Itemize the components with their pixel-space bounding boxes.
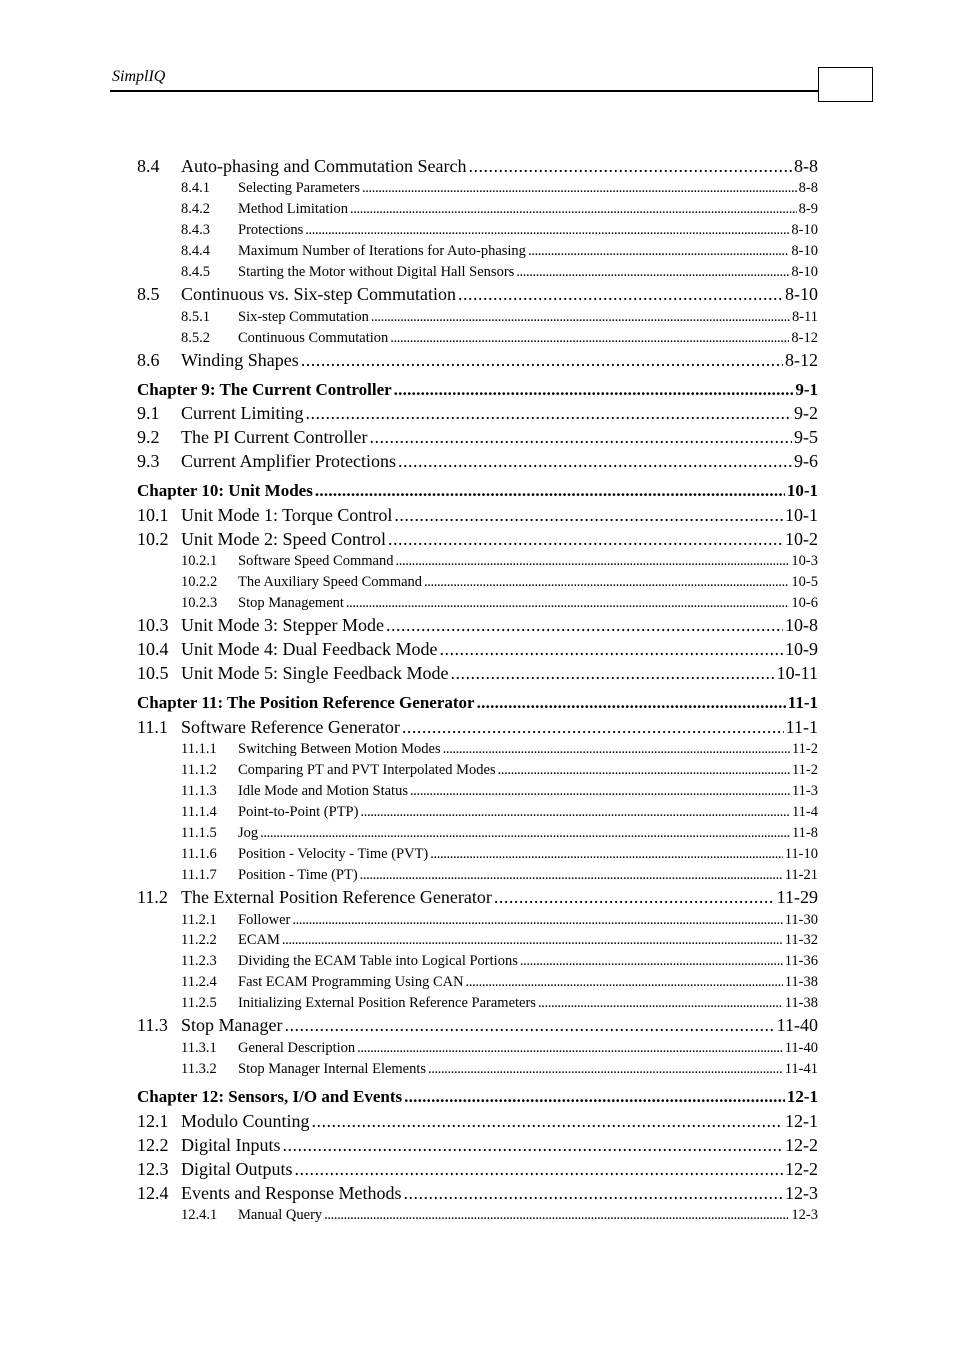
- toc-entry-page: 8-8: [798, 180, 818, 196]
- toc-dot-leader: [283, 1135, 784, 1156]
- toc-entry-page: 11-1: [787, 693, 818, 712]
- toc-entry-number: 10.2.1: [181, 553, 218, 569]
- toc-entry-title: Stop Management: [238, 595, 344, 611]
- toc-entry-page: 10-11: [776, 663, 818, 683]
- toc-dot-leader: [430, 846, 782, 863]
- toc-entry-sub[interactable]: [137, 222, 818, 239]
- toc-dot-leader: [450, 663, 774, 684]
- toc-entry-sub[interactable]: [137, 1061, 818, 1078]
- toc-dot-leader: [312, 1111, 783, 1132]
- toc-entry-sub[interactable]: [137, 330, 818, 347]
- toc-dot-leader: [428, 1061, 783, 1078]
- toc-entry-number: 11.1.5: [181, 825, 217, 841]
- toc-entry-title: The External Position Reference Generator: [181, 887, 492, 907]
- toc-entry-title: Auto-phasing and Commutation Search: [181, 156, 467, 176]
- toc-entry-number: 8.4.4: [181, 243, 210, 259]
- toc-dot-leader: [388, 529, 783, 550]
- toc-dot-leader: [477, 693, 786, 713]
- toc-entry-title: Dividing the ECAM Table into Logical Portions: [238, 953, 518, 969]
- toc-entry-section[interactable]: [137, 887, 818, 908]
- page-number-box: [818, 67, 873, 102]
- toc-dot-leader: [357, 1040, 783, 1057]
- toc-entry-title: Stop Manager Internal Elements: [238, 1061, 427, 1077]
- toc-entry-number: 10.3: [137, 615, 169, 635]
- toc-dot-leader: [390, 330, 789, 347]
- toc-entry-number: 11.3.2: [181, 1061, 217, 1077]
- toc-entry-number: 8.4.3: [181, 222, 210, 238]
- toc-entry-sub[interactable]: [137, 553, 818, 570]
- toc-entry-page: 11-38: [784, 995, 818, 1011]
- toc-entry-page: 12-1: [785, 1111, 818, 1131]
- toc-entry-page: 10-1: [785, 505, 818, 525]
- toc-entry-number: 11.1.7: [181, 867, 217, 883]
- toc-entry-title: Comparing PT and PVT Interpolated Modes: [238, 762, 496, 778]
- toc-entry-section[interactable]: [137, 451, 818, 472]
- toc-entry-number: 10.5: [137, 663, 169, 683]
- toc-entry-section[interactable]: [137, 1015, 818, 1036]
- toc-entry-title: Stop Manager: [181, 1015, 283, 1035]
- toc-entry-title: Unit Mode 1: Torque Control: [181, 505, 393, 525]
- toc-entry-sub[interactable]: [137, 804, 818, 821]
- toc-dot-leader: [538, 995, 783, 1012]
- toc-entry-title: Chapter 10: Unit Modes: [137, 481, 313, 500]
- toc-entry-page: 11-3: [791, 783, 818, 799]
- toc-entry-page: 10-9: [785, 639, 818, 659]
- toc-entry-page: 10-2: [785, 529, 818, 549]
- toc-entry-number: 11.1: [137, 717, 168, 737]
- toc-entry-page: 10-1: [786, 481, 818, 500]
- toc-entry-title: The PI Current Controller: [181, 427, 368, 447]
- toc-entry-sub[interactable]: [137, 741, 818, 758]
- toc-entry-section[interactable]: [137, 403, 818, 424]
- toc-entry-title: Jog: [238, 825, 259, 841]
- toc-entry-title: Digital Inputs: [181, 1135, 281, 1155]
- toc-entry-title: ECAM: [238, 932, 280, 948]
- toc-entry-number: 11.2.5: [181, 995, 217, 1011]
- toc-entry-title: Switching Between Motion Modes: [238, 741, 441, 757]
- toc-entry-page: 8-10: [791, 243, 818, 259]
- toc-entry-section[interactable]: [137, 1111, 818, 1132]
- toc-entry-title: Unit Mode 4: Dual Feedback Mode: [181, 639, 438, 659]
- toc-entry-title: Software Reference Generator: [181, 717, 400, 737]
- toc-entry-section[interactable]: [137, 350, 818, 371]
- toc-dot-leader: [284, 1015, 774, 1036]
- toc-entry-title: Unit Mode 3: Stepper Mode: [181, 615, 384, 635]
- toc-entry-number: 10.2: [137, 529, 169, 549]
- toc-entry-section[interactable]: [137, 156, 818, 177]
- toc-entry-section[interactable]: [137, 717, 818, 738]
- toc-dot-leader: [498, 762, 790, 779]
- toc-entry-sub[interactable]: [137, 783, 818, 800]
- toc-entry-number: 12.3: [137, 1159, 169, 1179]
- toc-entry-page: 11-30: [784, 912, 818, 928]
- toc-entry-title: Chapter 11: The Position Reference Generator: [137, 693, 475, 712]
- toc-entry-number: 12.4: [137, 1183, 169, 1203]
- toc-entry-number: 11.2.1: [181, 912, 217, 928]
- toc-entry-number: 10.1: [137, 505, 169, 525]
- toc-entry-number: 12.1: [137, 1111, 169, 1131]
- toc-entry-number: 11.1.1: [181, 741, 217, 757]
- toc-entry-chapter[interactable]: [137, 380, 818, 400]
- toc-dot-leader: [528, 243, 789, 260]
- toc-entry-title: Chapter 9: The Current Controller: [137, 380, 392, 399]
- toc-entry-page: 11-40: [776, 1015, 818, 1035]
- toc-entry-sub[interactable]: [137, 264, 818, 281]
- toc-entry-title: Idle Mode and Motion Status: [238, 783, 408, 799]
- toc-entry-number: 12.4.1: [181, 1207, 218, 1223]
- toc-entry-page: 10-6: [791, 595, 818, 611]
- toc-dot-leader: [324, 1207, 789, 1224]
- toc-entry-page: 11-2: [791, 762, 818, 778]
- toc-dot-leader: [403, 1183, 783, 1204]
- toc-entry-title: Method Limitation: [238, 201, 348, 217]
- toc-entry-title: Continuous Commutation: [238, 330, 389, 346]
- toc-entry-chapter[interactable]: [137, 481, 818, 501]
- toc-entry-page: 11-2: [791, 741, 818, 757]
- toc-dot-leader: [386, 615, 783, 636]
- toc-entry-number: 9.3: [137, 451, 160, 471]
- toc-entry-title: Manual Query: [238, 1207, 323, 1223]
- toc-entry-page: 11-38: [784, 974, 818, 990]
- toc-entry-title: Position - Velocity - Time (PVT): [238, 846, 429, 862]
- toc-dot-leader: [520, 953, 783, 970]
- toc-entry-page: 11-1: [785, 717, 818, 737]
- toc-entry-sub[interactable]: [137, 846, 818, 863]
- toc-entry-title: Current Limiting: [181, 403, 304, 423]
- toc-dot-leader: [466, 974, 783, 991]
- toc-entry-section[interactable]: [137, 1135, 818, 1156]
- toc-entry-title: Position - Time (PT): [238, 867, 358, 883]
- toc-entry-title: Winding Shapes: [181, 350, 299, 370]
- toc-entry-page: 11-29: [776, 887, 818, 907]
- toc-entry-page: 9-1: [795, 380, 818, 399]
- toc-entry-title: Events and Response Methods: [181, 1183, 402, 1203]
- toc-dot-leader: [295, 1159, 784, 1180]
- toc-dot-leader: [369, 427, 792, 448]
- toc-dot-leader: [516, 264, 789, 281]
- toc-entry-number: 8.5: [137, 284, 160, 304]
- toc-entry-chapter[interactable]: [137, 1087, 818, 1107]
- toc-entry-page: 11-36: [784, 953, 818, 969]
- toc-entry-title: Current Amplifier Protections: [181, 451, 396, 471]
- toc-dot-leader: [404, 1087, 785, 1107]
- toc-entry-title: The Auxiliary Speed Command: [238, 574, 423, 590]
- toc-entry-sub[interactable]: [137, 995, 818, 1012]
- toc-entry-page: 8-12: [791, 330, 818, 346]
- toc-entry-page: 8-10: [785, 284, 818, 304]
- toc-entry-page: 10-8: [785, 615, 818, 635]
- toc-entry-number: 12.2: [137, 1135, 169, 1155]
- toc-entry-sub[interactable]: [137, 932, 818, 949]
- toc-dot-leader: [315, 481, 785, 501]
- toc-entry-number: 11.2.4: [181, 974, 217, 990]
- toc-dot-leader: [371, 309, 790, 326]
- toc-entry-number: 8.4: [137, 156, 160, 176]
- toc-entry-number: 8.5.2: [181, 330, 210, 346]
- toc-dot-leader: [443, 741, 790, 758]
- toc-entry-number: 10.2.3: [181, 595, 218, 611]
- toc-dot-leader: [292, 912, 782, 929]
- toc-entry-sub[interactable]: [137, 1040, 818, 1057]
- toc-entry-number: 11.1.4: [181, 804, 217, 820]
- toc-entry-title: Unit Mode 5: Single Feedback Mode: [181, 663, 449, 683]
- toc-dot-leader: [468, 156, 792, 177]
- toc-dot-leader: [362, 180, 797, 197]
- toc-entry-page: 12-3: [791, 1207, 818, 1223]
- toc-entry-number: 11.1.2: [181, 762, 217, 778]
- toc-entry-sub[interactable]: [137, 309, 818, 326]
- toc-dot-leader: [494, 887, 775, 908]
- toc-entry-section[interactable]: [137, 1159, 818, 1180]
- toc-entry-sub[interactable]: [137, 825, 818, 842]
- toc-dot-leader: [282, 932, 783, 949]
- toc-entry-title: Digital Outputs: [181, 1159, 293, 1179]
- toc-entry-chapter[interactable]: [137, 693, 818, 713]
- toc-entry-page: 11-8: [791, 825, 818, 841]
- toc-entry-page: 8-10: [791, 264, 818, 280]
- toc-dot-leader: [424, 574, 789, 591]
- toc-entry-title: Chapter 12: Sensors, I/O and Events: [137, 1087, 403, 1106]
- toc-entry-sub[interactable]: [137, 953, 818, 970]
- toc-entry-number: 9.2: [137, 427, 160, 447]
- toc-entry-section[interactable]: [137, 529, 818, 550]
- toc-entry-section[interactable]: [137, 615, 818, 636]
- toc-entry-sub[interactable]: [137, 243, 818, 260]
- toc-entry-sub[interactable]: [137, 574, 818, 591]
- toc-entry-title: Continuous vs. Six-step Commutation: [181, 284, 457, 304]
- toc-entry-page: 8-12: [785, 350, 818, 370]
- toc-entry-section[interactable]: [137, 284, 818, 305]
- toc-dot-leader: [394, 505, 783, 526]
- toc-entry-sub[interactable]: [137, 974, 818, 991]
- toc-entry-page: 12-1: [786, 1087, 818, 1106]
- toc-entry-page: 9-2: [794, 403, 818, 423]
- toc-entry-title: Initializing External Position Reference Parameters: [238, 995, 536, 1011]
- toc-entry-page: 12-3: [785, 1183, 818, 1203]
- toc-entry-title: Six-step Commutation: [238, 309, 369, 325]
- toc-entry-sub[interactable]: [137, 762, 818, 779]
- toc-dot-leader: [395, 553, 789, 570]
- toc-entry-sub[interactable]: [137, 1207, 818, 1224]
- toc-entry-page: 10-5: [791, 574, 818, 590]
- toc-entry-number: 10.2.2: [181, 574, 218, 590]
- toc-entry-number: 10.4: [137, 639, 169, 659]
- toc-dot-leader: [402, 717, 784, 738]
- toc-entry-number: 8.4.1: [181, 180, 210, 196]
- toc-entry-section[interactable]: [137, 663, 818, 684]
- toc-entry-page: 11-40: [784, 1040, 818, 1056]
- toc-entry-section[interactable]: [137, 1183, 818, 1204]
- toc-entry-page: 9-5: [794, 427, 818, 447]
- toc-dot-leader: [394, 380, 794, 400]
- toc-entry-page: 8-10: [791, 222, 818, 238]
- toc-entry-number: 11.3.1: [181, 1040, 217, 1056]
- toc-entry-number: 8.5.1: [181, 309, 210, 325]
- toc-entry-page: 8-9: [798, 201, 818, 217]
- toc-dot-leader: [410, 783, 790, 800]
- toc-dot-leader: [305, 403, 792, 424]
- toc-entry-sub[interactable]: [137, 867, 818, 884]
- toc-dot-leader: [260, 825, 790, 842]
- toc-entry-number: 8.6: [137, 350, 160, 370]
- toc-entry-page: 8-8: [794, 156, 818, 176]
- toc-entry-page: 11-4: [791, 804, 818, 820]
- toc-dot-leader: [301, 350, 783, 371]
- toc-entry-sub[interactable]: [137, 180, 818, 197]
- toc-dot-leader: [458, 284, 783, 305]
- toc-entry-title: Maximum Number of Iterations for Auto-phasing: [238, 243, 526, 259]
- toc-entry-page: 8-11: [791, 309, 818, 325]
- toc-dot-leader: [305, 222, 789, 239]
- toc-entry-title: Selecting Parameters: [238, 180, 360, 196]
- toc-entry-page: 11-21: [784, 867, 818, 883]
- toc-entry-title: Protections: [238, 222, 304, 238]
- toc-entry-page: 12-2: [785, 1159, 818, 1179]
- toc-entry-section[interactable]: [137, 505, 818, 526]
- toc-entry-number: 11.3: [137, 1015, 168, 1035]
- toc-dot-leader: [439, 639, 783, 660]
- toc-entry-page: 12-2: [785, 1135, 818, 1155]
- toc-entry-page: 11-41: [784, 1061, 818, 1077]
- toc-entry-section[interactable]: [137, 639, 818, 660]
- toc-dot-leader: [350, 201, 797, 218]
- toc-entry-page: 11-10: [784, 846, 818, 862]
- toc-entry-page: 9-6: [794, 451, 818, 471]
- toc-entry-sub[interactable]: [137, 595, 818, 612]
- toc-entry-sub[interactable]: [137, 912, 818, 929]
- toc-entry-number: 11.2.2: [181, 932, 217, 948]
- toc-entry-title: Modulo Counting: [181, 1111, 310, 1131]
- toc-entry-title: Point-to-Point (PTP): [238, 804, 359, 820]
- header-rule: [110, 90, 819, 92]
- toc-entry-number: 11.2: [137, 887, 168, 907]
- toc-entry-number: 11.2.3: [181, 953, 217, 969]
- toc-entry-title: Fast ECAM Programming Using CAN: [238, 974, 464, 990]
- running-header-title: SimplIQ: [112, 68, 166, 85]
- toc-entry-section[interactable]: [137, 427, 818, 448]
- toc-entry-page: 11-32: [784, 932, 818, 948]
- toc-entry-page: 10-3: [791, 553, 818, 569]
- toc-entry-number: 8.4.5: [181, 264, 210, 280]
- toc-dot-leader: [398, 451, 792, 472]
- toc-entry-number: 9.1: [137, 403, 160, 423]
- toc-entry-title: Starting the Motor without Digital Hall Sensors: [238, 264, 515, 280]
- toc-entry-title: General Description: [238, 1040, 356, 1056]
- toc-entry-number: 8.4.2: [181, 201, 210, 217]
- toc-entry-number: 11.1.3: [181, 783, 217, 799]
- toc-dot-leader: [346, 595, 789, 612]
- toc-dot-leader: [360, 867, 783, 884]
- toc-entry-title: Follower: [238, 912, 291, 928]
- toc-dot-leader: [360, 804, 790, 821]
- toc-entry-number: 11.1.6: [181, 846, 217, 862]
- toc-entry-title: Software Speed Command: [238, 553, 394, 569]
- toc-entry-sub[interactable]: [137, 201, 818, 218]
- toc-entry-title: Unit Mode 2: Speed Control: [181, 529, 386, 549]
